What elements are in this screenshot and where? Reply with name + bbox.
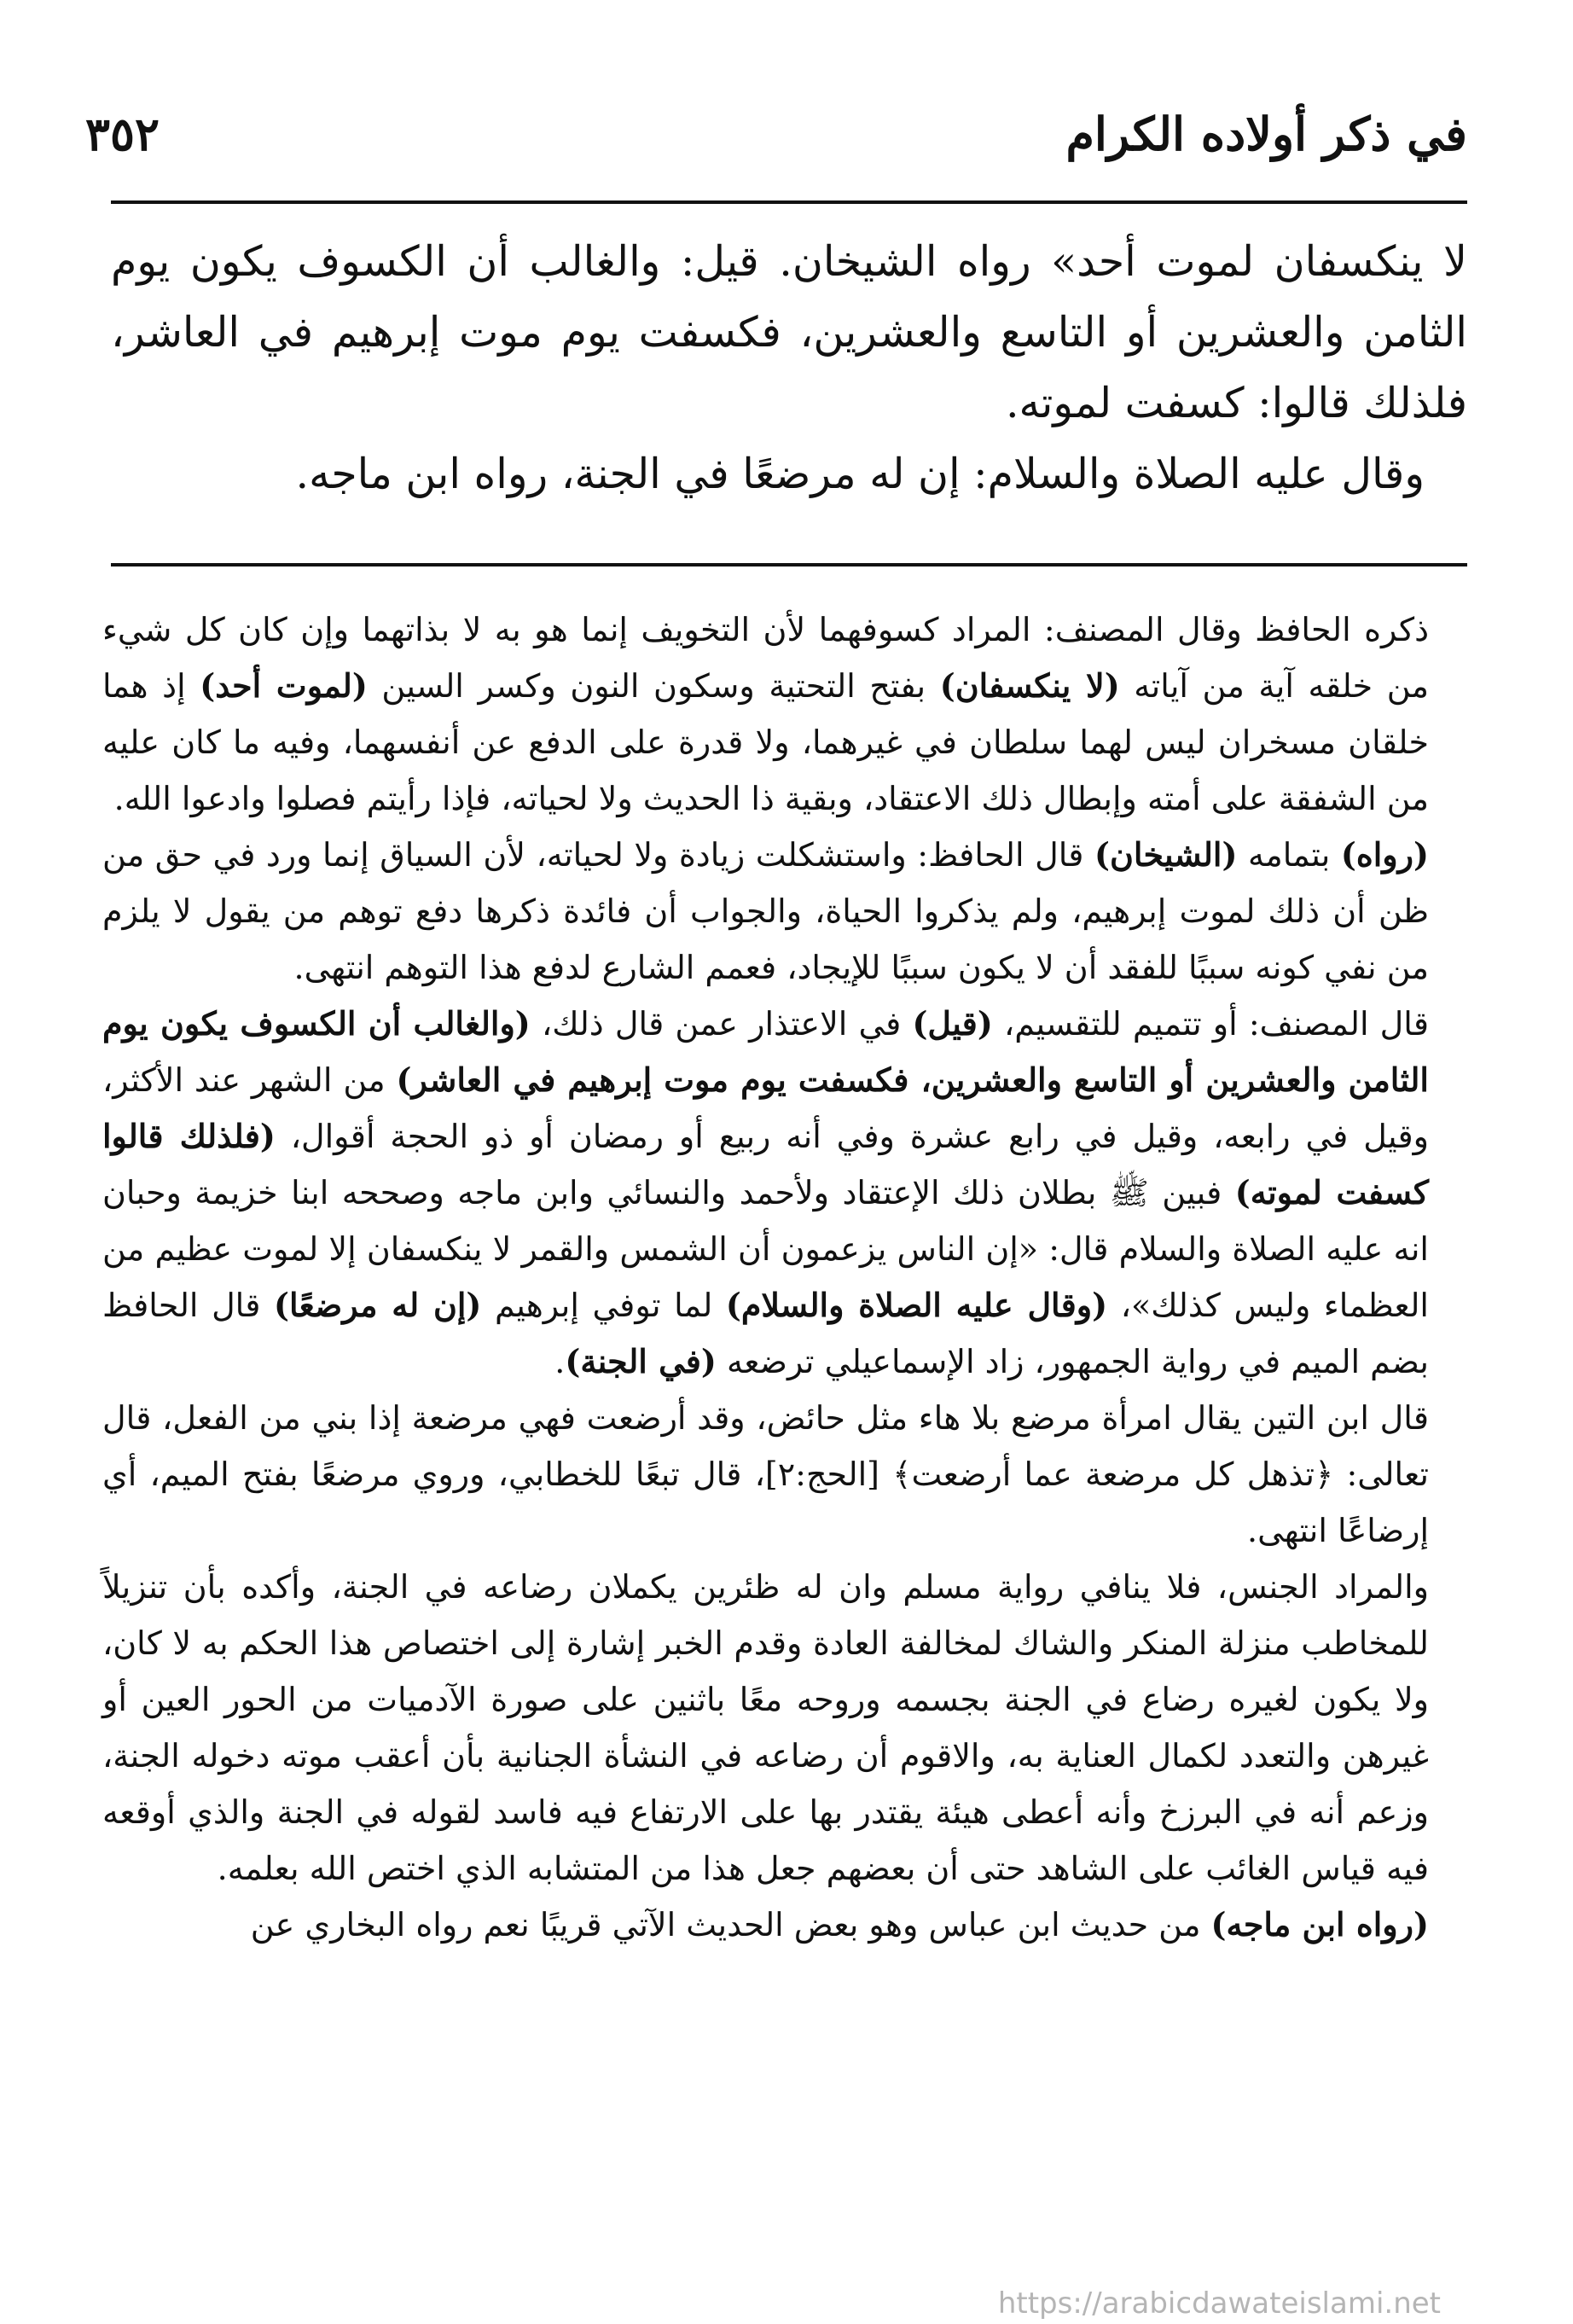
header-rule: [111, 200, 1467, 204]
source-watermark: https://arabicdawateislami.net: [997, 2286, 1441, 2321]
commentary-paragraph: [102, 827, 1467, 996]
bold-quote: (وقال عليه الصلاة والسلام): [725, 1286, 1108, 1324]
bold-quote: (الشيخان): [1094, 835, 1238, 874]
text-run: فبين ﷺ بطلان ذلك الإعتقاد ولأحمد والنسائي وابن ماجه وصححه ابنا خزيمة وحبان انه عليه الصلاة والسلام قال: «إن الناس يزعمون أن الشمس والقمر لا ينكسفان إلا لموت عظيم من العظماء وليس كذلك»،: [102, 1174, 1429, 1324]
main-paragraph: لا ينكسفان لموت أحد» رواه الشيخان. قيل: والغالب أن الكسوف يكون يوم الثامن والعشرين أو التاسع والعشرين، فكسفت يوم موت إبرهيم في العاشر، فلذلك قالوا: كسفت لموته.: [111, 237, 1467, 427]
bold-quote: (لا ينكسفان): [939, 666, 1120, 705]
text-run: قال الحافظ: واستشكلت زيادة ولا لحياته، لأن السياق إنما ورد في حق من ظن أن ذلك لموت إبرهيم، ولم يذكروا الحياة، والجواب أن فائدة ذكرها دفع توهم من يقول لا يلزم من نفي كونه سببًا للفقد أن لا يكون سببًا للإيجاد، فعمم الشارع لدفع هذا التوهم انتهى.: [102, 836, 1429, 986]
section-divider: [111, 563, 1467, 566]
text-run: قال المصنف: أو تتميم للتقسيم،: [992, 1005, 1430, 1043]
text-run: بتمامه: [1237, 836, 1341, 874]
bold-quote: (فلذلك قالوا كسفت لموته): [102, 1117, 1429, 1211]
bold-quote: (في الجنة): [565, 1342, 717, 1380]
commentary-paragraph: [102, 601, 1467, 827]
text-run: قال الحافظ بضم الميم في رواية الجمهور، زاد الإسماعيلي ترضعه: [102, 1287, 1429, 1380]
text-run: إذ هما خلقان مسخران ليس لهما سلطان في غيرهما، ولا قدرة على الدفع عن أنفسهما، وفيه ما كان عليه من الشفقة على أمته وإبطال ذلك الاعتقاد، وبقية ذا الحديث ولا لحياته، فإذا رأيتم فصلوا وادعوا الله.: [102, 667, 1429, 817]
bold-quote: (والغالب أن الكسوف يكون يوم الثامن والعشرين أو التاسع والعشرين، فكسفت يوم موت إبرهيم في العاشر): [102, 1004, 1429, 1099]
text-run: من حديث ابن عباس وهو بعض الحديث الآتي قريبًا نعم رواه البخاري عن: [250, 1906, 1211, 1943]
running-title: في ذكر أولاده الكرام: [1065, 107, 1467, 161]
main-text: [111, 226, 1467, 509]
commentary-paragraph: والمراد الجنس، فلا ينافي رواية مسلم وان له ظئرين يكملان رضاعه في الجنة، وأكده بأن تنزيلاً للمخاطب منزلة المنكر والشاك لمخالفة العادة وقدم الخبر إشارة إلى اختصاص هذا الحكم به لا كان، ولا يكون لغيره رضاع في الجنة بجسمه وروحه معًا باثنين على صورة الآدميات من الحور العين أو غيرهن والتعدد لكمال العناية به، والاقوم أن رضاعه في النشأة الجنانية بأن أعقب موته دخوله الجنة، وزعم أنه في البرزخ وأنه أعطى هيئة يقتدر بها على الارتفاع فيه فاسد لقوله في الجنة والذي أوقعه فيه قياس الغائب على الشاهد حتى أن بعضهم جعل هذا من المتشابه الذي اختص الله بعلمه.: [102, 1568, 1429, 1887]
text-run: لما توفي إبرهيم: [481, 1287, 726, 1324]
bold-quote: (إن له مرضعًا): [274, 1286, 482, 1324]
text-run: من الشهر عند الأكثر، وقيل في رابعه، وقيل في رابع عشرة وفي أنه ربيع أو رمضان أو ذو الحجة أقوال،: [102, 1061, 1429, 1155]
commentary-paragraph: [102, 996, 1467, 1390]
bold-quote: (لموت أحد): [200, 666, 368, 705]
bold-quote: (قيل): [912, 1004, 993, 1043]
text-run: ذكره الحافظ وقال المصنف: المراد كسوفهما لأن التخويف إنما هو به لا بذاتهما وإن كان كل شيء من خلقه آية من آياته: [102, 611, 1429, 705]
text-run: في الاعتذار عمن قال ذلك،: [530, 1005, 913, 1043]
text-run: .: [554, 1343, 566, 1380]
commentary-paragraph: قال ابن التين يقال امرأة مرضع بلا هاء مثل حائض، وقد أرضعت فهي مرضعة إذا بني من الفعل، قال تعالى: ﴿تذهل كل مرضعة عما أرضعت﴾ [الحج:٢]، قال تبعًا للخطابي، وروي مرضعًا بفتح الميم، أي إرضاعًا انتهى.: [102, 1399, 1429, 1549]
commentary-paragraph: [102, 1897, 1467, 1953]
bold-quote: (رواه ابن ماجه): [1210, 1905, 1429, 1943]
page-number: ٣٥٢: [85, 107, 160, 161]
text-run: بفتح التحتية وسكون النون وكسر السين: [367, 667, 940, 705]
page-header: [85, 102, 1467, 179]
bold-quote: (رواه): [1340, 835, 1429, 874]
main-paragraph: وقال عليه الصلاة والسلام: إن له مرضعًا في الجنة، رواه ابن ماجه.: [295, 450, 1425, 498]
commentary-text: [102, 601, 1467, 1953]
